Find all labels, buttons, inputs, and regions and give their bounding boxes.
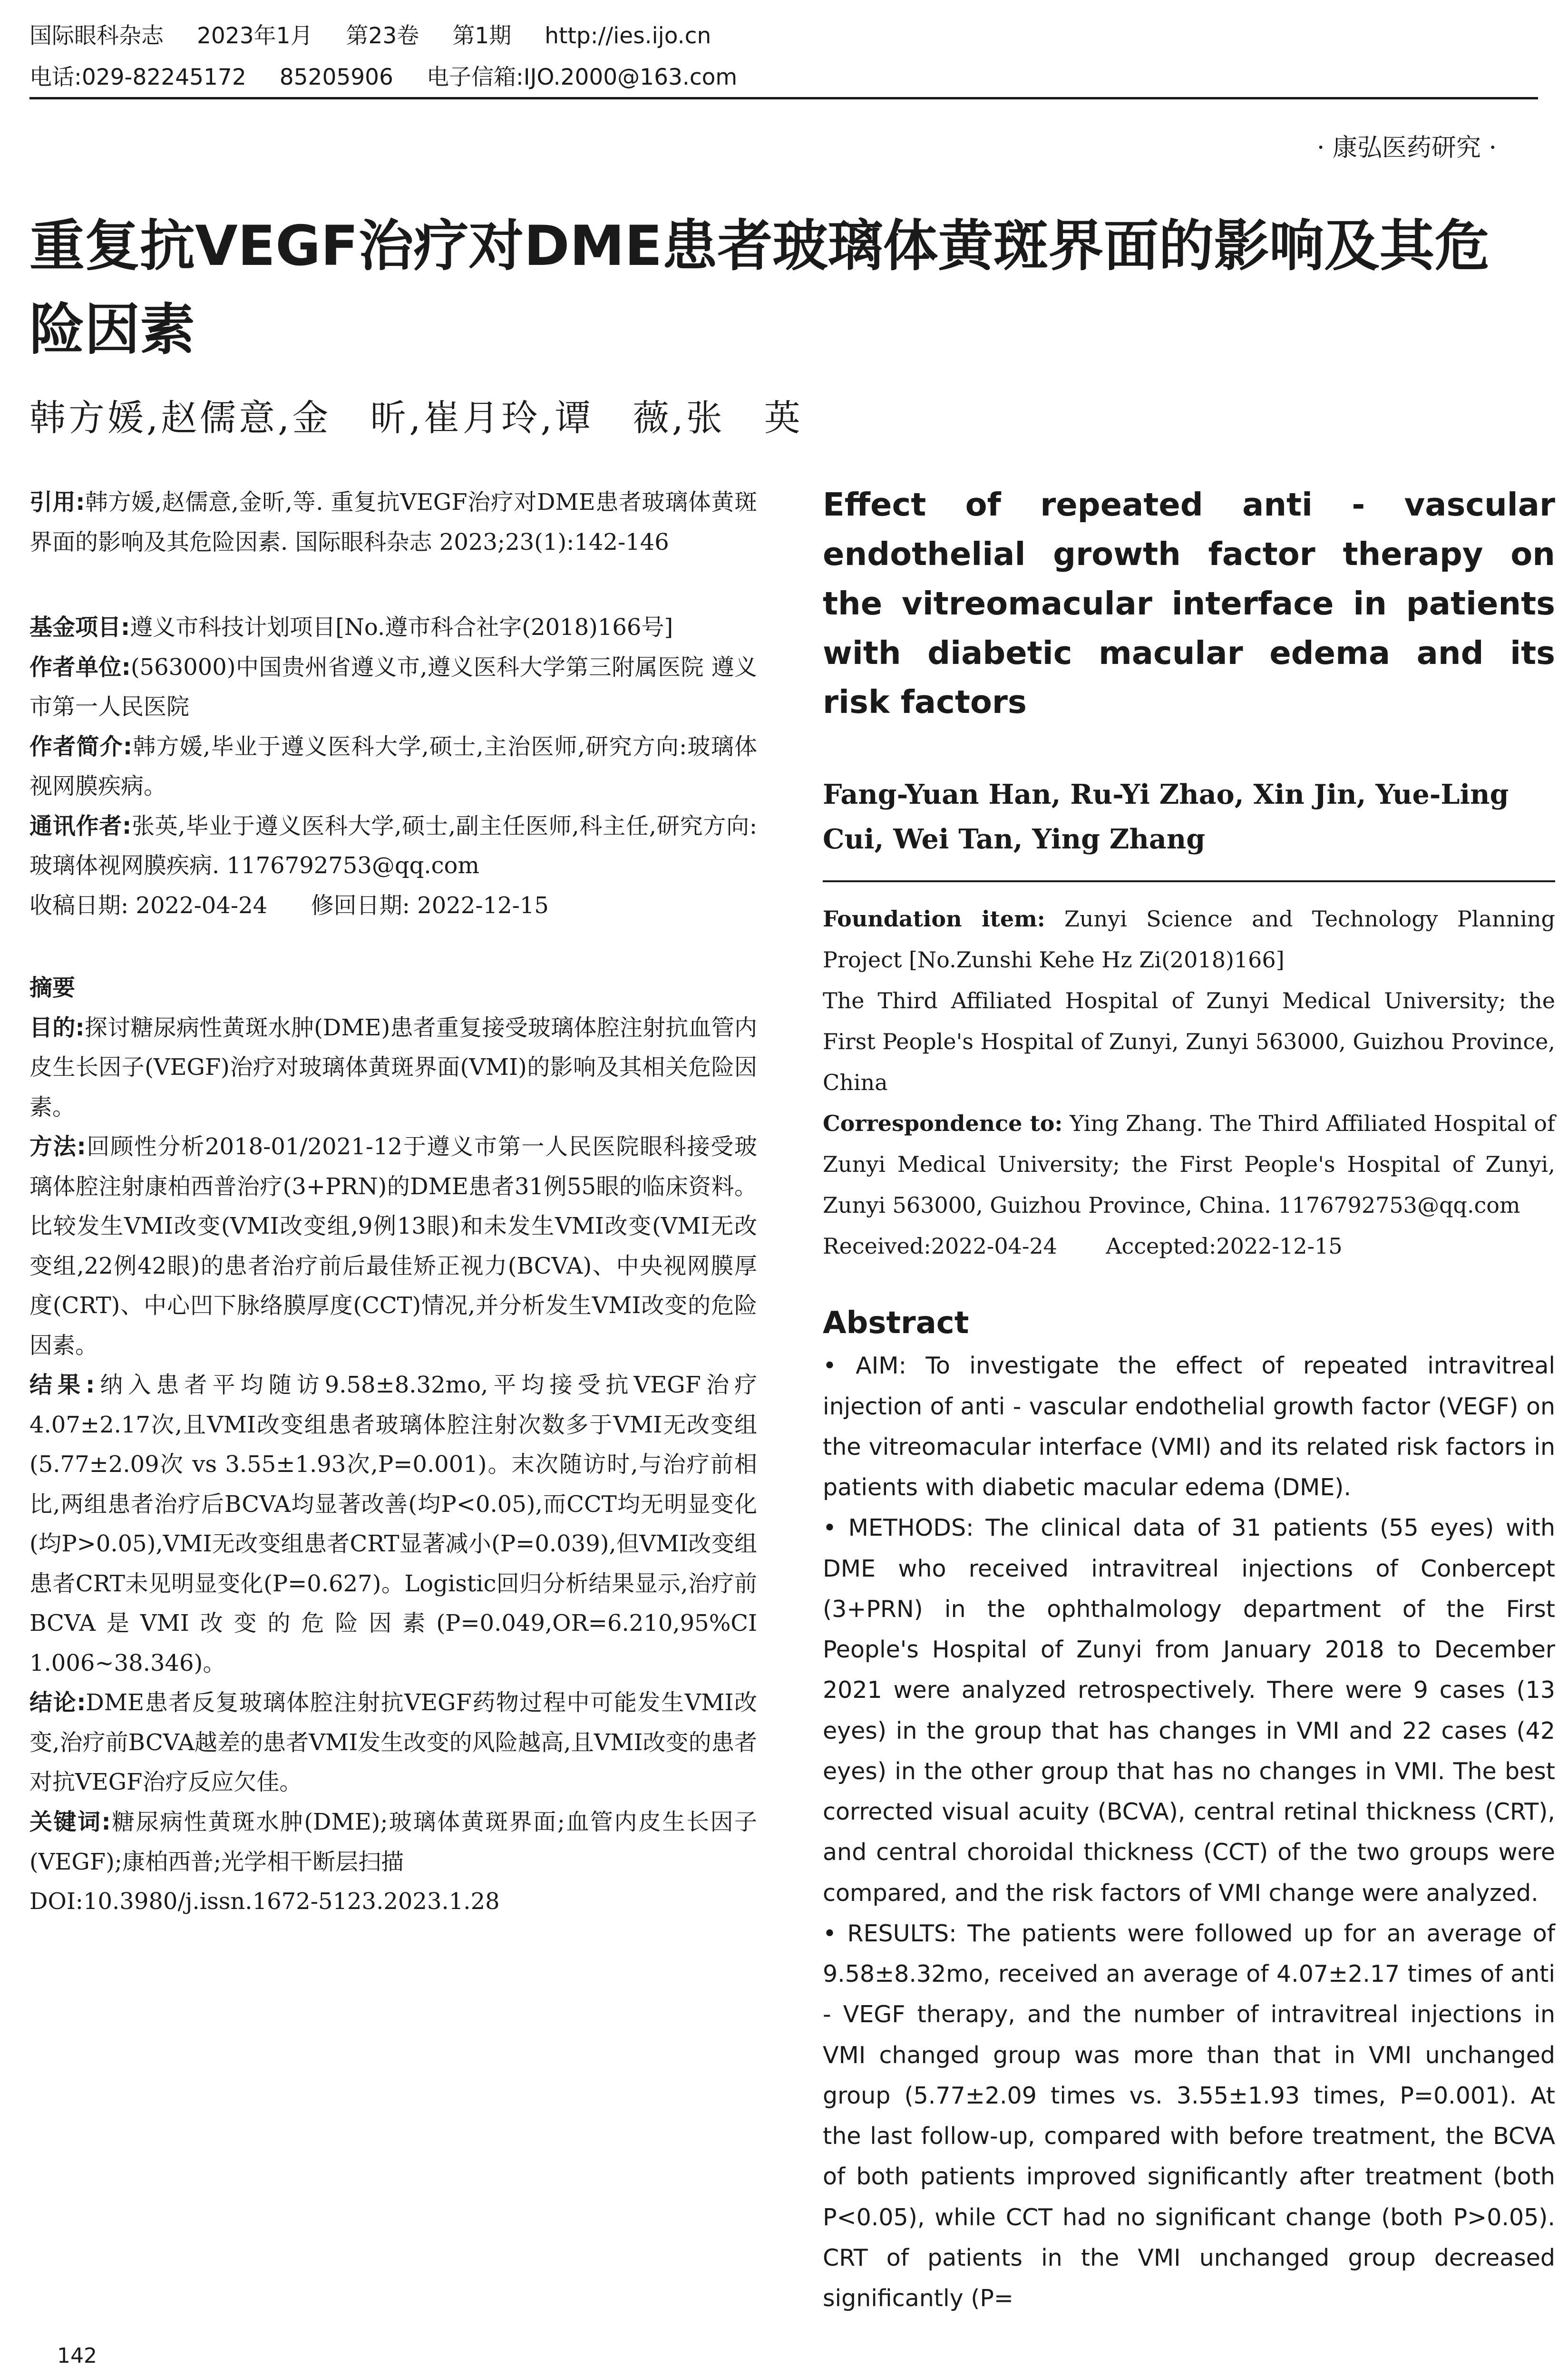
affiliation-en: The Third Affiliated Hospital of Zunyi Medical University; the First People's Hospital of Zunyi, Zunyi 563000, Guizhou Province, China	[823, 988, 1555, 1096]
header-rule	[29, 97, 1538, 99]
fund-text: 遵义市科技计划项目[No.遵市科合社字(2018)166号]	[130, 614, 673, 641]
dates-cn	[29, 886, 757, 926]
results-cn	[29, 1365, 757, 1683]
bio-text: 韩方媛,毕业于遵义医科大学,硕士,主治医师,研究方向:玻璃体视网膜疾病。	[29, 733, 757, 800]
author-bio	[29, 727, 757, 807]
right-column	[823, 480, 1555, 2319]
article-info-en	[823, 898, 1555, 1266]
results-label-cn: 结果:	[29, 1372, 95, 1399]
unit-text: (563000)中国贵州省遵义市,遵义医科大学第三附属医院 遵义市第一人民医院	[29, 653, 757, 721]
fund-label: 基金项目:	[29, 614, 130, 641]
unit	[29, 648, 757, 727]
journal-header	[29, 25, 1538, 107]
column-tag: · 康弘医药研究 ·	[1316, 134, 1497, 162]
results-text-cn: 纳入患者平均随访9.58±8.32mo,平均接受抗VEGF治疗4.07±2.17次,且VMI改变组患者玻璃体腔注射次数多于VMI无改变组(5.77±2.09次 vs 3.55±1.93次,P=0.001)。末次随访时,与治疗前相比,两组患者治疗后BCVA均显著改善(均P<0.05),而CCT均无明显变化(均P>0.05),VMI无改变组患者CRT显著减小(P=0.039),但VMI改变组患者CRT未见明显变化(P=0.627)。Logistic回归分析结果显示,治疗前BCVA是VMI改变的危险因素(P=0.049,OR=6.210,95%CI 1.006~38.346)。	[29, 1372, 757, 1676]
left-column	[29, 483, 757, 1922]
aim-text-en: To investigate the effect of repeated intravitreal injection of anti - vascular endothelial growth factor (VEGF) on the vitreomacular interface (VMI) and its related risk factors in patients with diabetic macular edema (DME).	[823, 1352, 1555, 1501]
accepted-date-en: Accepted:2022-12-15	[1106, 1233, 1343, 1259]
unit-label: 作者单位:	[29, 653, 131, 681]
methods-text-cn: 回顾性分析2018-01/2021-12于遵义市第一人民医院眼科接受玻璃体腔注射康柏西普治疗(3+PRN)的DME患者31例55眼的临床资料。比较发生VMI改变(VMI改变组,9例13眼)和未发生VMI改变(VMI无改变组,22例42眼)的患者治疗前后最佳矫正视力(BCVA)、中央视网膜厚度(CRT)、中心凹下脉络膜厚度(CCT)情况,并分析发生VMI改变的危险因素。	[29, 1133, 757, 1359]
methods-label-cn: 方法:	[29, 1133, 86, 1160]
revised-date-cn: 修回日期: 2022-12-15	[311, 892, 549, 919]
dates-en	[823, 1226, 1555, 1266]
bio-label: 作者简介:	[29, 733, 133, 760]
keywords-text-cn: 糖尿病性黄斑水肿(DME);玻璃体黄斑界面;血管内皮生长因子(VEGF);康柏西普;光学相干断层扫描	[29, 1808, 757, 1875]
doi[interactable]: DOI:10.3980/j.issn.1672-5123.2023.1.28	[29, 1888, 500, 1915]
journal-url[interactable]: http://ies.ijo.cn	[545, 23, 711, 49]
corr-text: 张英,毕业于遵义医科大学,硕士,副主任医师,科主任,研究方向:玻璃体视网膜疾病. 1176792753@qq.com	[29, 812, 758, 879]
foundation-label-en: Foundation item:	[823, 906, 1045, 932]
conclusion-text-cn: DME患者反复玻璃体腔注射抗VEGF药物过程中可能发生VMI改变,治疗前BCVA越差的患者VMI发生改变的风险越高,且VMI改变的患者对抗VEGF治疗反应欠佳。	[29, 1689, 757, 1796]
conclusion-cn	[29, 1683, 757, 1802]
citation-label: 引用:	[29, 489, 85, 516]
fund	[29, 608, 757, 648]
issue-number: 第1期	[452, 23, 512, 49]
citation	[29, 483, 757, 562]
abstract-en	[823, 1345, 1555, 2319]
methods-label-en: • METHODS:	[823, 1514, 974, 1542]
phone: 电话:029-82245172	[29, 64, 246, 90]
authors-cn: 韩方媛,赵儒意,金 昕,崔月玲,谭 薇,张 英	[29, 397, 803, 439]
aim-label-en: • AIM:	[823, 1352, 906, 1380]
results-text-en: The patients were followed up for an average of 9.58±8.32mo, received an average of 4.07±2.17 times of anti - VEGF therapy, and the number of intravitreal injections in VMI changed group was more than that in VMI unchanged group (5.77±2.09 times vs. 3.55±1.93 times, P=0.001). At the last follow-up, compared with before treatment, the BCVA of both patients improved significantly after treatment (both P<0.05), while CCT had no significant change (both P>0.05). CRT of patients in the VMI unchanged group decreased significantly (P=	[823, 1919, 1555, 2312]
keywords-label-cn: 关键词:	[29, 1808, 111, 1835]
aim-cn	[29, 1008, 757, 1128]
abstract-heading-cn: 摘要	[29, 974, 76, 1002]
correspondence-text-en: Ying Zhang. The Third Affiliated Hospital of Zunyi Medical University; the First People's Hospital of Zunyi, Zunyi 563000, Guizhou Province, China. 1176792753@qq.com	[823, 1111, 1556, 1218]
received-date-en: Received:2022-04-24	[823, 1233, 1057, 1259]
corr-label: 通讯作者:	[29, 812, 132, 839]
abstract-heading-en: Abstract	[823, 1305, 969, 1341]
correspondence-en	[823, 1103, 1555, 1226]
received-date-cn: 收稿日期: 2022-04-24	[29, 892, 268, 919]
results-label-en: • RESULTS:	[823, 1919, 957, 1947]
keywords-cn	[29, 1802, 757, 1882]
aim-text-cn: 探讨糖尿病性黄斑水肿(DME)患者重复接受玻璃体腔注射抗血管内皮生长因子(VEGF)治疗对玻璃体黄斑界面(VMI)的影响及其相关危险因素。	[29, 1014, 757, 1120]
correspondence-label-en: Correspondence to:	[823, 1111, 1063, 1137]
email[interactable]: 电子信箱:IJO.2000@163.com	[426, 64, 738, 90]
header-line-2	[29, 66, 1538, 88]
journal-name: 国际眼科杂志	[29, 23, 164, 49]
info-rule	[823, 880, 1555, 882]
methods-cn	[29, 1127, 757, 1365]
corresponding-author	[29, 807, 757, 886]
foundation-en	[823, 898, 1555, 980]
aim-label-cn: 目的:	[29, 1014, 85, 1041]
authors-en: Fang-Yuan Han, Ru-Yi Zhao, Xin Jin, Yue-Ling Cui, Wei Tan, Ying Zhang	[823, 779, 1509, 855]
header-line-1	[29, 25, 1538, 47]
phone-2: 85205906	[279, 64, 393, 90]
volume: 第23卷	[346, 23, 419, 49]
conclusion-label-cn: 结论:	[29, 1689, 86, 1716]
methods-en	[823, 1508, 1555, 1913]
page-number: 142	[57, 2344, 97, 2368]
aim-en	[823, 1345, 1555, 1508]
results-en	[823, 1913, 1555, 2319]
methods-text-en: The clinical data of 31 patients (55 eyes) with DME who received intravitreal injections of Conbercept (3+PRN) in the ophthalmology department of the First People's Hospital of Zunyi from January 2018 to December 2021 were analyzed retrospectively. There were 9 cases (13 eyes) in the group that has changes in VMI and 22 cases (42 eyes) in the other group that has no changes in VMI. The best corrected visual acuity (BCVA), central retinal thickness (CRT), and central choroidal thickness (CCT) of the two groups were compared, and the risk factors of VMI change were analyzed.	[823, 1514, 1556, 1907]
issue-date: 2023年1月	[197, 23, 313, 49]
article-title-cn: 重复抗VEGF治疗对DME患者玻璃体黄斑界面的影响及其危险因素	[29, 214, 1490, 362]
foundation-text-en: Zunyi Science and Technology Planning Project [No.Zunshi Kehe Hz Zi(2018)166]	[823, 906, 1555, 973]
article-title-en: Effect of repeated anti - vascular endothelial growth factor therapy on the vitreomacular interface in patients with diabetic macular edema and its risk factors	[823, 486, 1555, 721]
citation-text: 韩方媛,赵儒意,金昕,等. 重复抗VEGF治疗对DME患者玻璃体黄斑界面的影响及其危险因素. 国际眼科杂志 2023;23(1):142-146	[29, 489, 757, 555]
